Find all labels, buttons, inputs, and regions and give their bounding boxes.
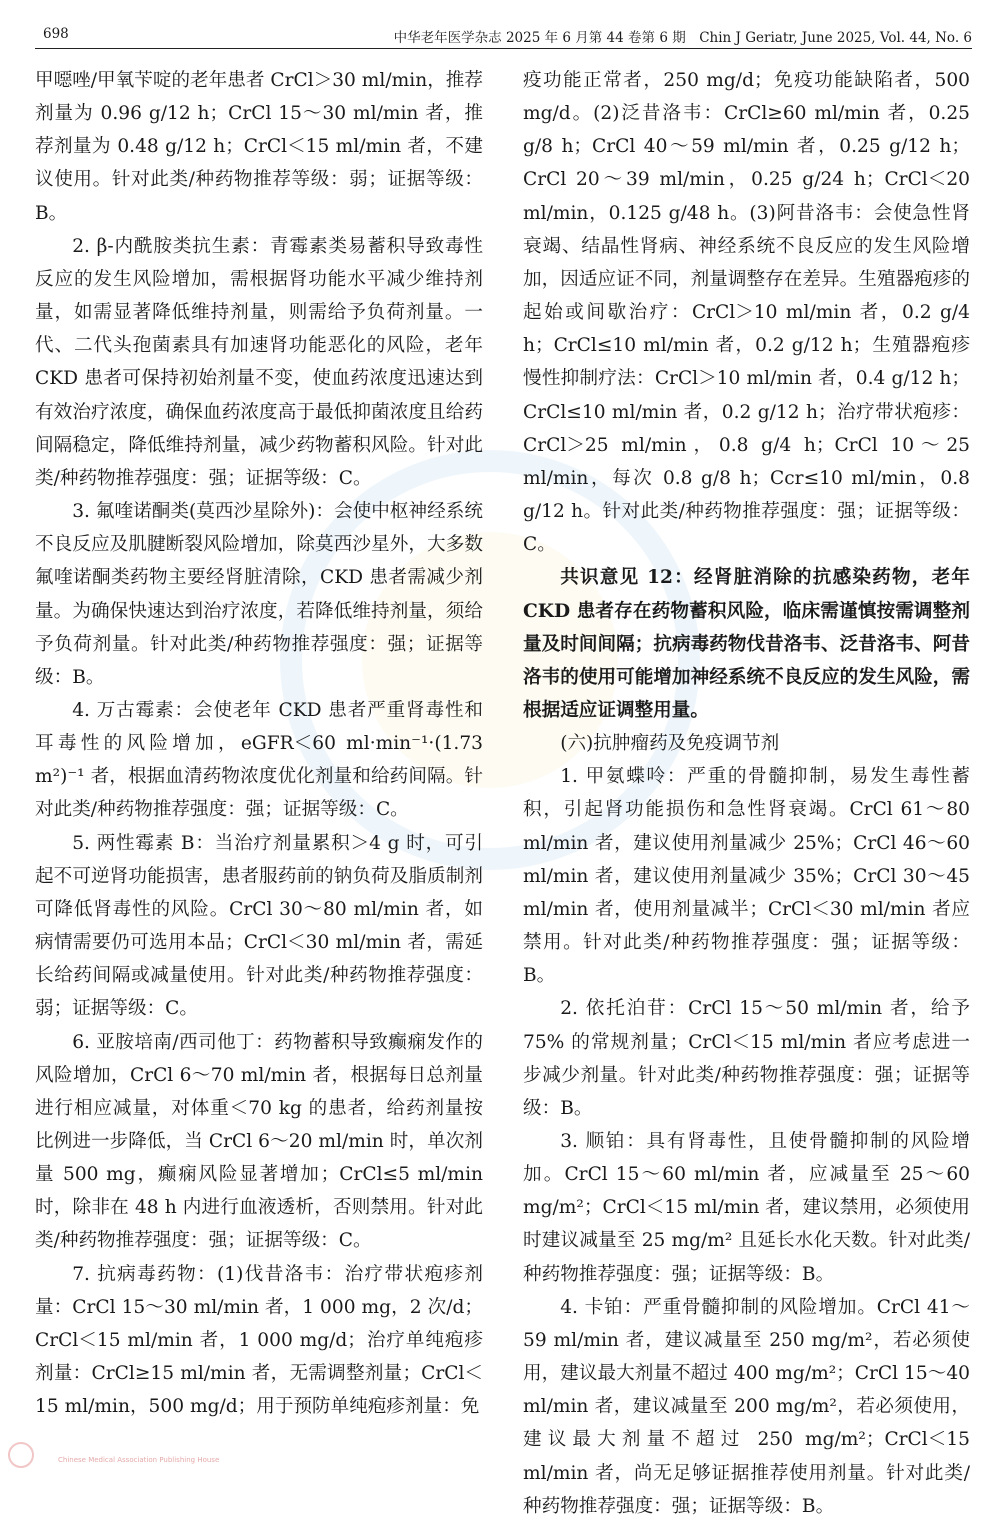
paragraph-imipenem: 6. 亚胺培南/西司他丁：药物蓄积导致癫痫发作的风险增加，CrCl 6～70 ml/min 者，根据每日总剂量进行相应减量，对体重＜70 kg 的患者，给药剂量按比例进一步降低，当 CrCl 6～20 ml/min 时，单次剂量 500 mg，癫痫风险显著增加；CrCl≤5 ml/min 时，除非在 48 h 内进行血液透析，否则禁用。针对此类/种药物推荐强度：强；证据等级：C。 (35, 1031, 483, 1252)
paragraph-fluoroquinolone: 3. 氟喹诺酮类(莫西沙星除外)：会使中枢神经系统不良反应及肌腱断裂风险增加，除莫西沙星外，大多数氟喹诺酮类药物主要经肾脏清除，CKD 患者需减少剂量。为确保快速达到治疗浓度，若降低维持剂量，须给予负荷剂量。针对此类/种药物推荐强度：强；证据等级：B。 (35, 501, 483, 688)
consensus-12: 共识意见 12：经肾脏消除的抗感染药物，老年 CKD 患者存在药物蓄积风险，临床需谨慎按需调整剂量及时间间隔；抗病毒药物伐昔洛韦、泛昔洛韦、阿昔洛韦的使用可能增加神经系统不良反应的发生风险，需根据适应证调整用量。 (523, 567, 970, 721)
paragraph-carboplatin: 4. 卡铂：严重骨髓抑制的风险增加。CrCl 41～59 ml/min 者，建议减量至 250 mg/m²，若必须使用，建议最大剂量不超过 400 mg/m²；CrCl 15～40 ml/min 者，建议减量至 200 mg/m²，若必须使用，建议最大剂量不超过 250 mg/m²；CrCl＜15 ml/min 者，尚无足够证据推荐使用剂量。针对此类/种药物推荐强度：强；证据等级：B。 (523, 1296, 970, 1517)
paragraph-beta-lactam: 2. β-内酰胺类抗生素：青霉素类易蓄积导致毒性反应的发生风险增加，需根据肾功能水平减少维持剂量，如需显著降低维持剂量，则需给予负荷剂量。一代、二代头孢菌素具有加速肾功能恶化的风险，老年 CKD 患者可保持初始剂量不变，使血药浓度迅速达到有效治疗浓度，确保血药浓度高于最低抑菌浓度且给药间隔稳定，降低维持剂量，减少药物蓄积风险。针对此类/种药物推荐强度：强；证据等级：C。 (35, 235, 483, 489)
right-column (523, 64, 970, 1523)
paragraph-methotrexate: 1. 甲氨蝶呤：严重的骨髓抑制，易发生毒性蓄积，引起肾功能损伤和急性肾衰竭。CrCl 61～80 ml/min 者，建议使用剂量减少 25%；CrCl 46～60 ml/min 者，建议使用剂量减少 35%；CrCl 30～45 ml/min 者，使用剂量减半；CrCl＜30 ml/min 者应禁用。针对此类/种药物推荐强度：强；证据等级：B。 (523, 766, 970, 987)
paragraph-continued: 甲噁唑/甲氧苄啶的老年患者 CrCl＞30 ml/min，推荐剂量为 0.96 g/12 h；CrCl 15～30 ml/min 者，推荐剂量为 0.48 g/12 h；CrCl＜15 ml/min 者，不建议使用。针对此类/种药物推荐等级：弱；证据等级：B。 (35, 70, 483, 224)
publisher-logo (8, 1440, 248, 1470)
journal-citation: 中华老年医学杂志 2025 年 6 月第 44 卷第 6 期 Chin J Geriatr, June 2025, Vol. 44, No. 6 (393, 30, 972, 46)
publisher-name: Chinese Medical Association Publishing House (58, 1456, 220, 1464)
paragraph-antiviral: 7. 抗病毒药物：(1)伐昔洛韦：治疗带状疱疹剂量：CrCl 15～30 ml/min 者，1 000 mg，2 次/d；CrCl＜15 ml/min 者，1 000 mg/d；治疗单纯疱疹剂量：CrCl≥15 ml/min 者，无需调整剂量；CrCl＜15 ml/min，500 mg/d；用于预防单纯疱疹剂量：免 (35, 1263, 483, 1418)
paragraph-amphotericin: 5. 两性霉素 B：当治疗剂量累积＞4 g 时，可引起不可逆肾功能损害，患者服药前的钠负荷及脂质制剂可降低肾毒性的风险。CrCl 30～80 ml/min 者，如病情需要仍可选用本品；CrCl＜30 ml/min 者，需延长给药间隔或减量使用。针对此类/种药物推荐强度：弱；证据等级：C。 (35, 832, 483, 1020)
paragraph-antiviral-continued: 疫功能正常者，250 mg/d；免疫功能缺陷者，500 mg/d。(2)泛昔洛韦：CrCl≥60 ml/min 者，0.25 g/8 h；CrCl 40～59 ml/min 者，0.25 g/12 h；CrCl 20～39 ml/min，0.25 g/24 h；CrCl＜20 ml/min，0.125 g/48 h。(3)阿昔洛韦：会使急性肾衰竭、结晶性肾病、神经系统不良反应的发生风险增加，因适应证不同，剂量调整存在差异。生殖器疱疹的起始或间歇治疗：CrCl＞10 ml/min 者，0.2 g/4 h；CrCl≤10 ml/min 者，0.2 g/12 h；生殖器疱疹慢性抑制疗法：CrCl＞10 ml/min 者，0.4 g/12 h；CrCl≤10 ml/min 者，0.2 g/12 h；治疗带状疱疹：CrCl＞25 ml/min，0.8 g/4 h；CrCl 10～25 ml/min，每次 0.8 g/8 h；Ccr≤10 ml/min，0.8 g/12 h。针对此类/种药物推荐强度：强；证据等级：C。 (523, 70, 970, 556)
running-header (35, 22, 972, 49)
left-column (35, 64, 483, 1423)
paragraph-vancomycin: 4. 万古霉素：会使老年 CKD 患者严重肾毒性和耳毒性的风险增加，eGFR＜60 ml·min⁻¹·(1.73 m²)⁻¹ 者，根据血清药物浓度优化剂量和给药间隔。针对此类/种药物推荐强度：强；证据等级：C。 (35, 699, 483, 821)
paragraph-cisplatin: 3. 顺铂：具有肾毒性，且使骨髓抑制的风险增加。CrCl 15～60 ml/min 者，应减量至 25～60 mg/m²；CrCl＜15 ml/min 者，建议禁用，必须使用时建议减量至 25 mg/m² 且延长水化天数。针对此类/种药物推荐强度：强；证据等级：B。 (523, 1131, 970, 1285)
publisher-mark-icon (8, 1442, 34, 1468)
section-heading-antitumor: (六)抗肿瘤药及免疫调节剂 (560, 733, 780, 755)
page-number: 698 (43, 26, 69, 42)
paragraph-etoposide: 2. 依托泊苷：CrCl 15～50 ml/min 者，给予 75% 的常规剂量；CrCl＜15 ml/min 者应考虑进一步减少剂量。针对此类/种药物推荐强度：强；证据等级：B。 (523, 998, 970, 1119)
